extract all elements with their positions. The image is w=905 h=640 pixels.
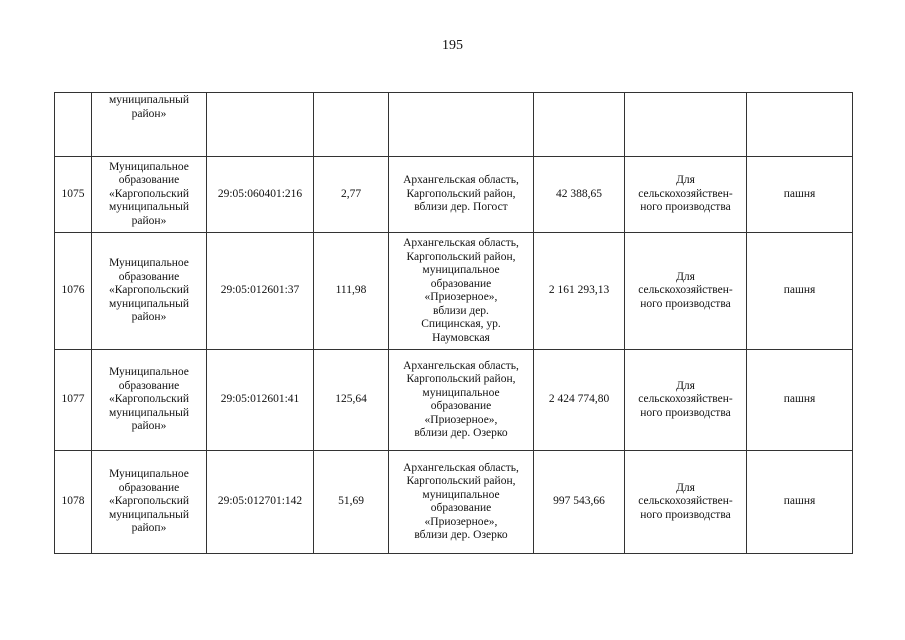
- cell-num: 1075: [55, 157, 92, 233]
- cell-num: 1076: [55, 233, 92, 350]
- cell-area: 125,64: [314, 350, 389, 451]
- page-number: 195: [442, 38, 463, 53]
- cell-area: [314, 93, 389, 157]
- cell-owner: Муниципальное образование «Каргопольский муниципальный район»: [92, 233, 207, 350]
- cell-owner: муниципальный район»: [92, 93, 207, 157]
- table-row-continued: [55, 93, 853, 157]
- cell-use: пашня: [747, 233, 853, 350]
- cell-cadastral: 29:05:012601:37: [207, 233, 314, 350]
- cell-cadastral: [207, 93, 314, 157]
- cell-category: Для сельскохозяйствен- ного производства: [625, 233, 747, 350]
- cell-area: 111,98: [314, 233, 389, 350]
- cell-owner: Муниципальное образование «Каргопольский муниципальный район»: [92, 157, 207, 233]
- cell-use: пашня: [747, 157, 853, 233]
- table-row: [55, 157, 853, 233]
- cell-location: Архангельская область, Каргопольский район, муниципальное образование «Приозерное», вблизи дер. Спицинская, ур. Наумовская: [389, 233, 534, 350]
- cell-cadastral: 29:05:060401:216: [207, 157, 314, 233]
- cell-category: Для сельскохозяйствен- ного производства: [625, 157, 747, 233]
- cell-value: 2 424 774,80: [534, 350, 625, 451]
- cell-category: Для сельскохозяйствен- ного производства: [625, 451, 747, 554]
- cell-area: 2,77: [314, 157, 389, 233]
- cell-owner: Муниципальное образование «Каргопольский муниципальный район»: [92, 350, 207, 451]
- cell-value: [534, 93, 625, 157]
- table-row: [55, 233, 853, 350]
- cell-area: 51,69: [314, 451, 389, 554]
- cell-location: [389, 93, 534, 157]
- cell-location: Архангельская область, Каргопольский район, муниципальное образование «Приозерное», вблизи дер. Озерко: [389, 451, 534, 554]
- cell-num: 1078: [55, 451, 92, 554]
- cell-use: пашня: [747, 350, 853, 451]
- cell-use: [747, 93, 853, 157]
- cell-value: 42 388,65: [534, 157, 625, 233]
- cell-location: Архангельская область, Каргопольский район, вблизи дер. Погост: [389, 157, 534, 233]
- cell-num: [55, 93, 92, 157]
- cell-cadastral: 29:05:012601:41: [207, 350, 314, 451]
- cell-value: 997 543,66: [534, 451, 625, 554]
- table-row: [55, 350, 853, 451]
- cell-num: 1077: [55, 350, 92, 451]
- cell-owner: Муниципальное образование «Каргопольский муниципальный райоп»: [92, 451, 207, 554]
- land-registry-table: [54, 92, 853, 554]
- cell-category: [625, 93, 747, 157]
- cell-value: 2 161 293,13: [534, 233, 625, 350]
- cell-location: Архангельская область, Каргопольский район, муниципальное образование «Приозерное», вблизи дер. Озерко: [389, 350, 534, 451]
- cell-cadastral: 29:05:012701:142: [207, 451, 314, 554]
- table-row: [55, 451, 853, 554]
- cell-category: Для сельскохозяйствен- ного производства: [625, 350, 747, 451]
- cell-use: пашня: [747, 451, 853, 554]
